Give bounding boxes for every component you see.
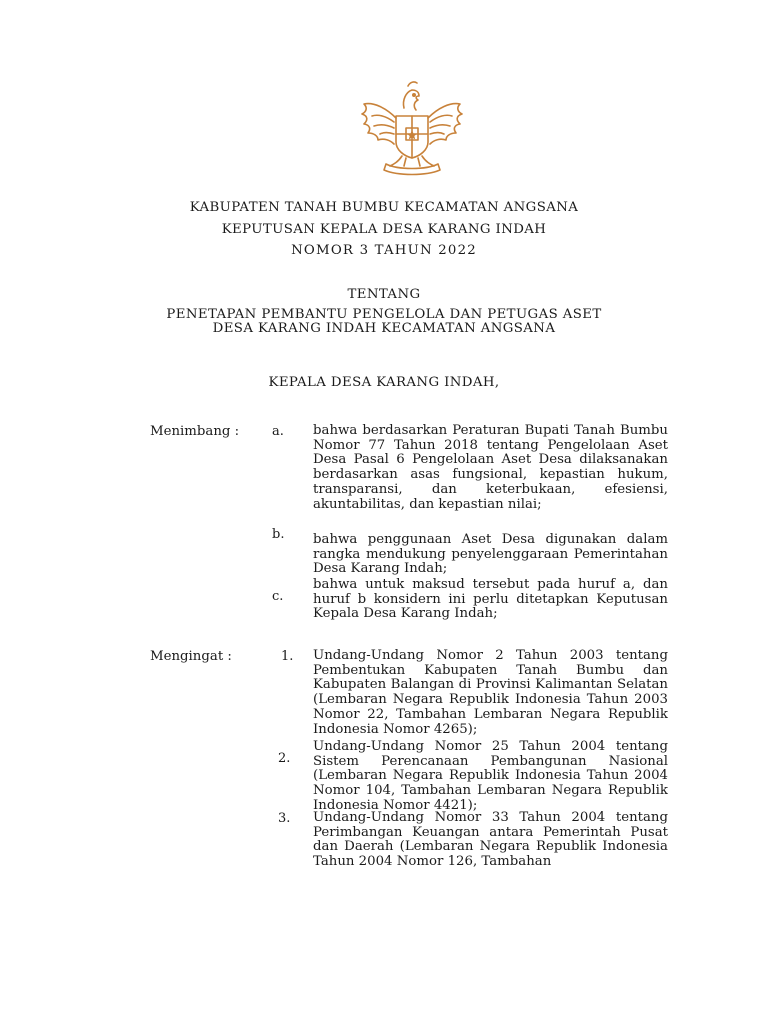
list-marker: c. — [272, 589, 284, 604]
list-marker: 1. — [281, 649, 294, 664]
decree-number: NOMOR 3 TAHUN 2022 — [291, 243, 477, 258]
subject-line-2: DESA KARANG INDAH KECAMATAN ANGSANA — [212, 321, 556, 336]
regency-heading: KABUPATEN TANAH BUMBU KECAMATAN ANGSANA — [189, 200, 579, 215]
mengingat-item-2: Undang-Undang Nomor 25 Tahun 2004 tentang Sistem Perencanaan Pembangunan Nasional (Lembaran Negara Republik Indonesia Tahun 2004 Nomor 104, Tambahan Lembaran Negara Republik Indonesia Nomor 4421); — [313, 739, 668, 813]
mengingat-item-1: Undang-Undang Nomor 2 Tahun 2003 tentang Pembentukan Kabupaten Tanah Bumbu dan Kabupaten Balangan di Provinsi Kalimantan Selatan (Lembaran Negara Republik Indonesia Tahun 2003 Nomor 22, Tambahan Lembaran Negara Republik Indonesia Nomor 4265); — [313, 648, 668, 737]
list-marker: 3. — [278, 811, 291, 826]
subject-line-1: PENETAPAN PEMBANTU PENGELOLA DAN PETUGAS ASET — [166, 307, 602, 322]
list-marker: b. — [272, 527, 285, 542]
menimbang-item-b: bahwa penggunaan Aset Desa digunakan dalam rangka mendukung penyelenggaraan Pemerintahan Desa Karang Indah; — [313, 532, 668, 577]
garuda-emblem-icon — [356, 78, 468, 176]
menimbang-item-c: bahwa untuk maksud tersebut pada huruf a, dan huruf b konsidern ini perlu ditetapkan Keputusan Kepala Desa Karang Indah; — [313, 577, 668, 622]
mengingat-item-3: Undang-Undang Nomor 33 Tahun 2004 tentang Perimbangan Keuangan antara Pemerintah Pusat dan Daerah (Lembaran Negara Republik Indonesia Tahun 2004 Nomor 126, Tambahan — [313, 810, 668, 870]
issuer-heading: KEPALA DESA KARANG INDAH, — [268, 375, 500, 390]
decree-title: KEPUTUSAN KEPALA DESA KARANG INDAH — [221, 222, 547, 237]
list-marker: 2. — [278, 751, 291, 766]
list-marker: a. — [272, 424, 284, 439]
tentang-heading: TENTANG — [347, 287, 421, 302]
menimbang-item-a: bahwa berdasarkan Peraturan Bupati Tanah Bumbu Nomor 77 Tahun 2018 tentang Pengelolaan Aset Desa Pasal 6 Pengelolaan Aset Desa dilaksanakan berdasarkan asas fungsional, kepastian hukum, transparansi, dan keterbukaan, efesiensi, akuntabilitas, dan kepastian nilai; — [313, 423, 668, 512]
menimbang-label: Menimbang : — [150, 424, 240, 439]
mengingat-label: Mengingat : — [150, 649, 232, 664]
